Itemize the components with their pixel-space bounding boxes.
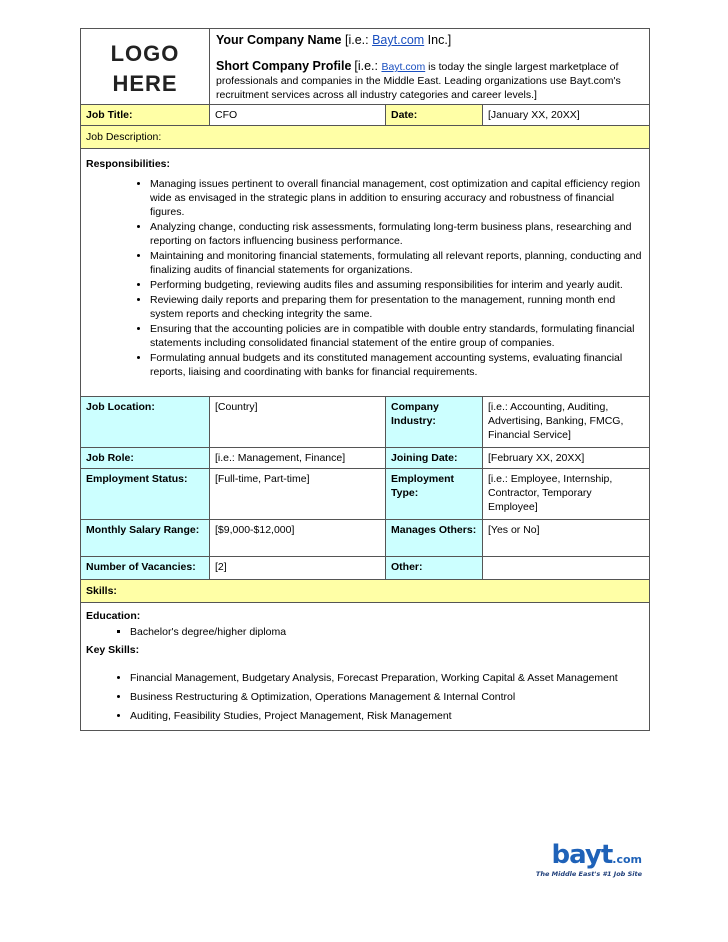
list-item: • Maintaining and monitoring financial statements, formulating all relevant reports, planning, conducting and finalizing audits of financial statements for organizations. — [150, 249, 644, 277]
bayt-brand-suffix: .com — [612, 853, 642, 866]
education-list — [86, 625, 644, 639]
salary-range-value[interactable]: [$9,000-$12,000] — [209, 520, 385, 556]
vacancies-label: Number of Vacancies: — [81, 557, 209, 579]
job-title-label: Job Title: — [81, 105, 209, 125]
list-item: • Reviewing daily reports and preparing them for presentation to the management, running month end system reports and checking integrity the same. — [150, 293, 644, 321]
skills-label: Skills: — [81, 580, 649, 602]
detail-row-location — [81, 397, 649, 448]
job-role-label: Job Role: — [81, 448, 209, 468]
job-description-label: Job Description: — [81, 126, 649, 148]
bayt-brand: bayt — [551, 840, 613, 870]
vacancies-value[interactable]: [2] — [209, 557, 385, 579]
company-info — [209, 29, 649, 104]
joining-date-value[interactable]: [February XX, 20XX] — [482, 448, 649, 468]
company-name — [216, 33, 643, 47]
responsibilities-row — [81, 149, 649, 397]
list-item: • Business Restructuring & Optimization, Operations Management & Internal Control — [130, 688, 644, 707]
job-title-value[interactable]: CFO — [209, 105, 385, 125]
logo-placeholder — [81, 29, 209, 104]
skills-section — [81, 603, 649, 730]
employment-status-value[interactable]: [Full-time, Part-time] — [209, 469, 385, 519]
education-label: Education: — [86, 610, 141, 622]
employment-type-label: Employment Type: — [385, 469, 482, 519]
profile-link[interactable]: Bayt.com — [381, 61, 426, 73]
key-skills-list — [86, 669, 644, 726]
list-item: • Formulating annual budgets and its constituted management accounting systems, evaluating financial reports, liaising and coordinating with banks for financial requirements. — [150, 351, 644, 379]
list-item: ▪ Bachelor's degree/higher diploma — [130, 625, 644, 639]
job-location-label: Job Location: — [81, 397, 209, 447]
manages-others-value[interactable]: [Yes or No] — [482, 520, 649, 556]
employment-type-value[interactable]: [i.e.: Employee, Internship, Contractor, Temporary Employee] — [482, 469, 649, 519]
employment-status-label: Employment Status: — [81, 469, 209, 519]
job-role-value[interactable]: [i.e.: Management, Finance] — [209, 448, 385, 468]
detail-row-salary — [81, 520, 649, 557]
other-value[interactable] — [482, 557, 649, 579]
date-value[interactable]: [January XX, 20XX] — [482, 105, 649, 125]
list-item: • Managing issues pertinent to overall financial management, cost optimization and capital efficiency region wide as envisaged in the strategic plans in addition to ensuring accuracy and robustness of financial figures. — [150, 177, 644, 219]
company-profile — [216, 59, 643, 102]
skills-detail-row — [81, 603, 649, 730]
list-item: • Analyzing change, conducting risk assessments, formulating long-term business plans, researching and reporting on factors influencing business performance. — [150, 220, 644, 248]
responsibilities-list — [86, 177, 644, 379]
company-header-row — [81, 29, 649, 105]
key-skills-label: Key Skills: — [86, 644, 140, 656]
job-description-row — [81, 126, 649, 149]
detail-row-employment — [81, 469, 649, 520]
company-name-label: Your Company Name — [216, 33, 342, 47]
skills-row — [81, 580, 649, 603]
company-name-post: Inc.] — [424, 33, 452, 47]
list-item: • Ensuring that the accounting policies are in compatible with double entry standards, formulating financial statements including consolidated financial statement of the entire group of companies. — [150, 322, 644, 350]
profile-text: is today the single largest marketplace of professionals and companies in the Middle East. Leading organizations use Bayt.com's recruitment services across all industry categories and career levels.] — [216, 61, 621, 101]
manages-others-label: Manages Others: — [385, 520, 482, 556]
logo-line-1: LOGO — [110, 41, 180, 66]
logo-line-2: HERE — [112, 71, 178, 96]
company-name-pre: [i.e.: — [344, 33, 373, 47]
responsibilities-section — [81, 149, 649, 396]
company-industry-label: Company Industry: — [385, 397, 482, 447]
detail-row-role — [81, 448, 649, 469]
company-industry-value[interactable]: [i.e.: Accounting, Auditing, Advertising, Banking, FMCG, Financial Service] — [482, 397, 649, 447]
list-item: • Financial Management, Budgetary Analysis, Forecast Preparation, Working Capital & Asset Management — [130, 669, 644, 688]
list-item: • Auditing, Feasibility Studies, Project Management, Risk Management — [130, 707, 644, 726]
salary-range-label: Monthly Salary Range: — [81, 520, 209, 556]
job-location-value[interactable]: [Country] — [209, 397, 385, 447]
responsibilities-label: Responsibilities: — [86, 158, 171, 170]
detail-row-vacancies — [81, 557, 649, 580]
company-name-link[interactable]: Bayt.com — [372, 33, 425, 47]
bayt-logo — [506, 842, 642, 878]
list-item: • Performing budgeting, reviewing audits files and assuming responsibilities for interim and yearly audit. — [150, 278, 644, 292]
date-label: Date: — [385, 105, 482, 125]
profile-label: Short Company Profile — [216, 59, 352, 73]
profile-pre: [i.e.: — [354, 59, 382, 73]
job-title-row — [81, 105, 649, 126]
other-label: Other: — [385, 557, 482, 579]
bayt-tagline: The Middle East's #1 Job Site — [535, 870, 642, 878]
joining-date-label: Joining Date: — [385, 448, 482, 468]
job-description-form — [80, 28, 650, 731]
